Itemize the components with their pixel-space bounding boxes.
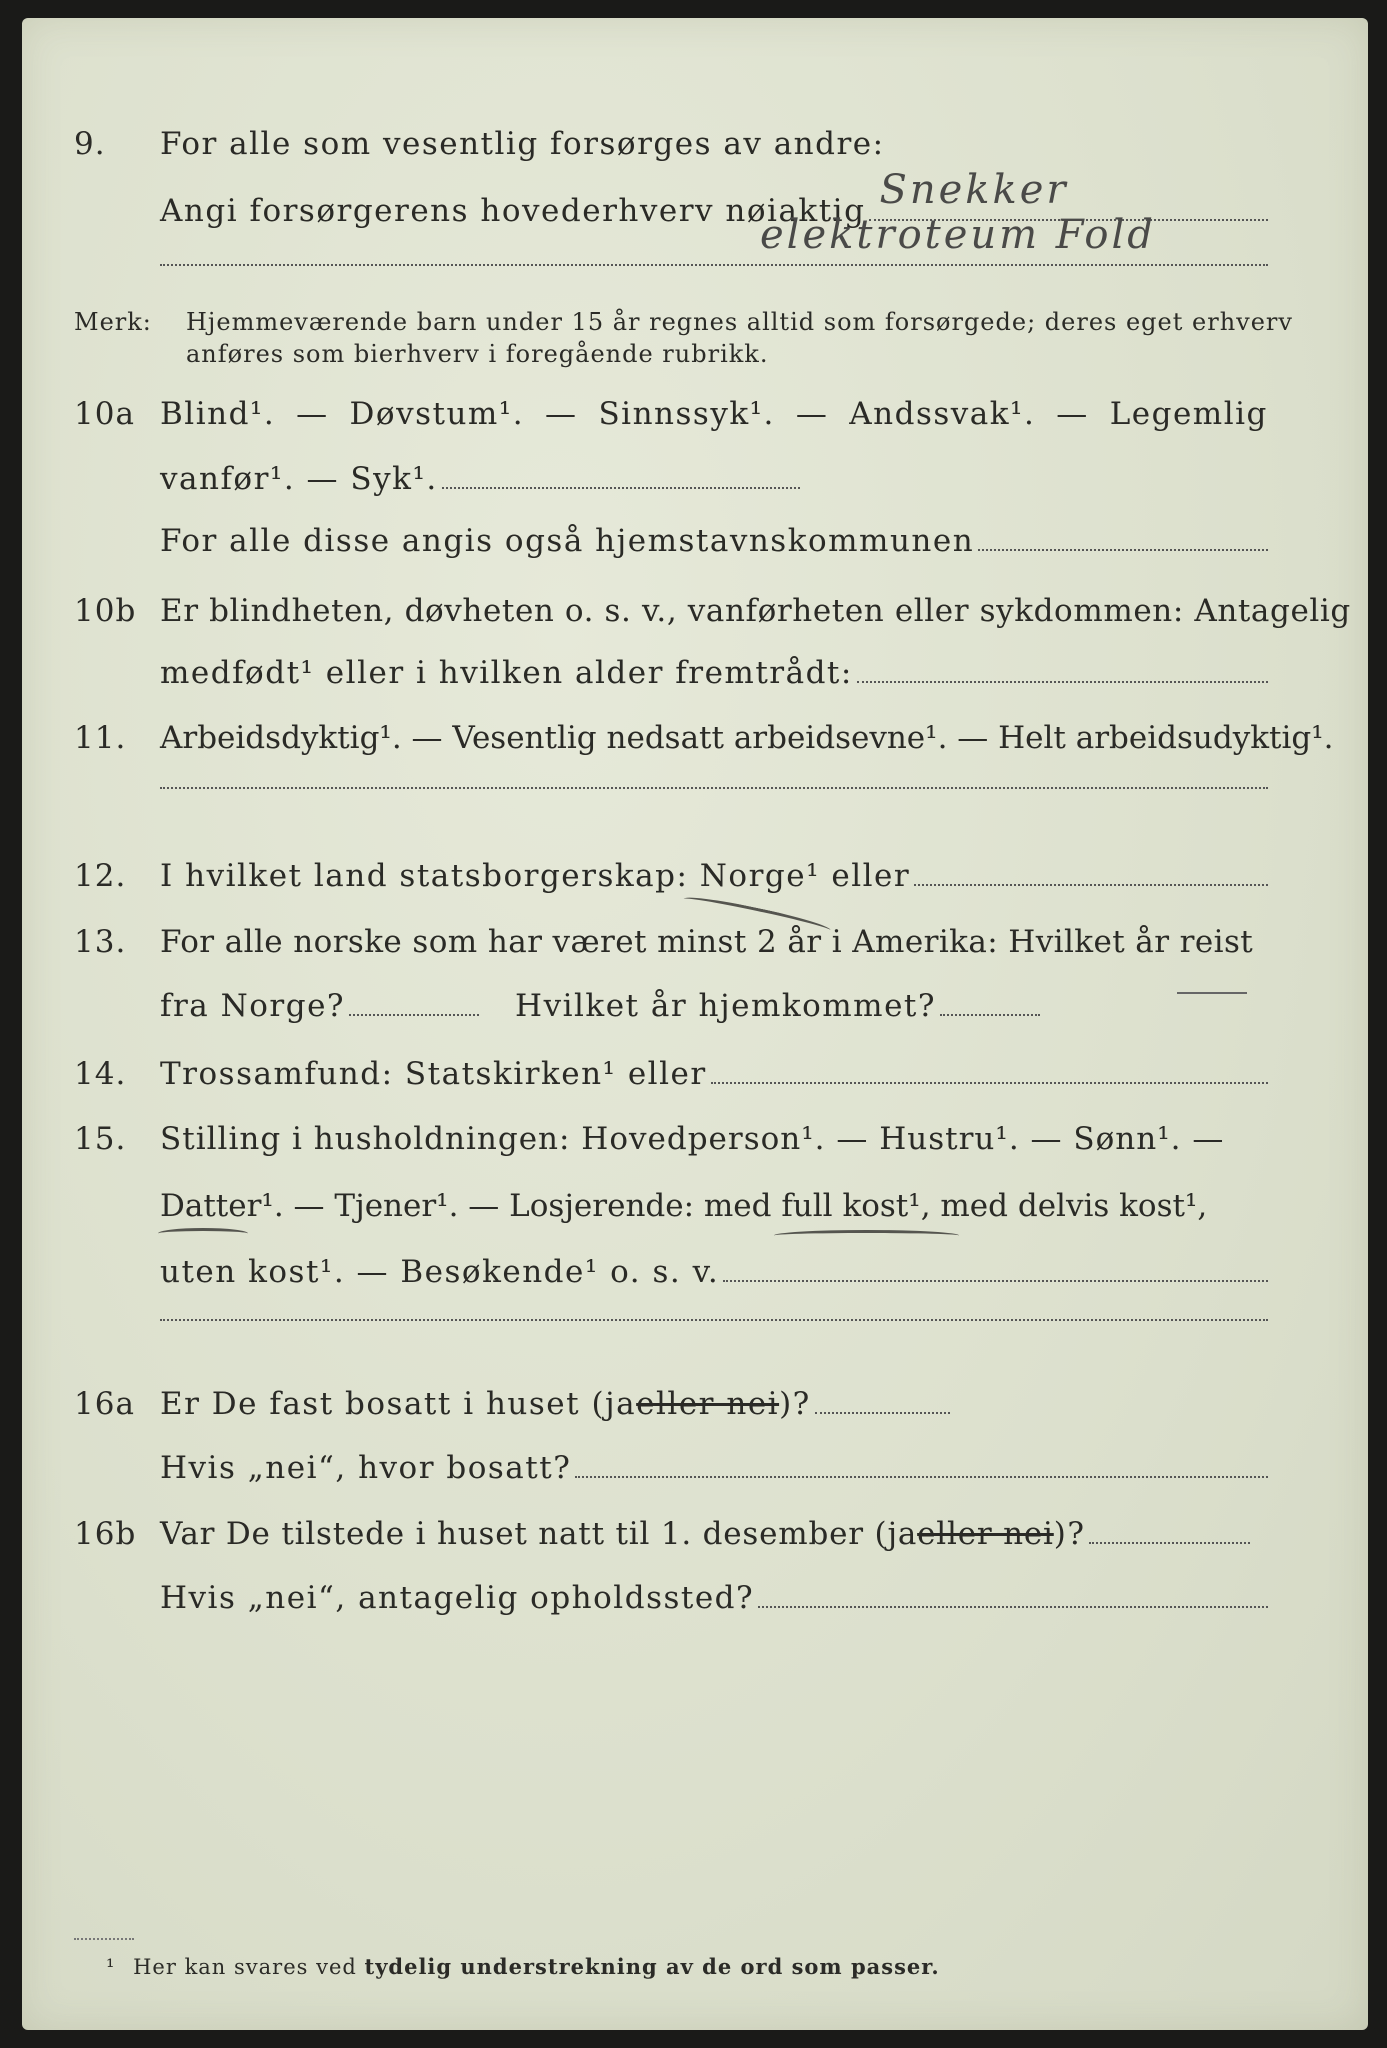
question-16b-line2: [22, 1580, 1368, 1630]
question-number: 10b: [74, 593, 137, 629]
question-10b: [22, 593, 1368, 643]
question-text: Var De tilstede i huset natt til 1. desember (ja eller nei )?: [160, 1516, 1250, 1552]
question-text: [160, 212, 1268, 274]
question-text: Angi forsørgerens hovederhverv nøiaktig Snekker: [160, 193, 1268, 229]
question-text: Er De fast bosatt i huset (ja eller nei )?: [160, 1386, 950, 1422]
note-label: Merk:: [74, 308, 152, 336]
question-text: fra Norge? Hvilket år hjemkommet?: [160, 988, 1040, 1024]
question-text: vanfør¹. — Syk¹.: [160, 461, 800, 497]
answer-field[interactable]: [815, 1411, 950, 1414]
answer-field[interactable]: [160, 786, 1268, 789]
question-text: For alle disse angis også hjemstavnskommunen: [160, 523, 1268, 559]
question-number: 12.: [74, 858, 127, 894]
question-number: 13.: [74, 924, 127, 960]
question-text: Hvis „nei“, antagelig opholdssted?: [160, 1580, 1268, 1616]
question-text: For alle norske som har været minst 2 år i Amerika: Hvilket år reist: [160, 924, 1254, 960]
question-text: Trossamfund: Statskirken¹ eller: [160, 1056, 1268, 1092]
handwritten-answer: elektroteum Fold: [760, 212, 1156, 258]
question-11: [22, 720, 1368, 770]
question-text: [160, 786, 1268, 797]
question-text: Datter¹. — Tjener¹. — Losjerende: med full kost¹, med delvis kost¹,: [160, 1188, 1208, 1224]
question-13-line2: [22, 988, 1368, 1038]
question-16b: [22, 1516, 1368, 1566]
question-number: 11.: [74, 720, 127, 756]
question-number: 14.: [74, 1056, 127, 1092]
question-text: For alle som vesentlig forsørges av andre:: [160, 126, 885, 162]
answer-field[interactable]: [914, 883, 1268, 886]
struck-option: eller nei: [917, 1516, 1054, 1552]
question-text: Blind¹. — Døvstum¹. — Sinnssyk¹. — Andssvak¹. — Legemlig: [160, 396, 1268, 432]
question-10a: [22, 396, 1368, 446]
pen-mark: [1177, 992, 1247, 994]
question-14: [22, 1056, 1368, 1106]
answer-field[interactable]: [349, 1013, 479, 1016]
question-text: Stilling i husholdningen: Hovedperson¹. — Hustru¹. — Sønn¹. —: [160, 1121, 1225, 1157]
note-text: anføres som bierhverv i foregående rubrikk.: [186, 340, 769, 368]
question-15: [22, 1121, 1368, 1171]
question-number: 9.: [74, 126, 106, 162]
answer-field[interactable]: [160, 212, 1268, 266]
question-10a-line2: [22, 461, 1368, 511]
footnote-rule: [74, 1938, 134, 1940]
question-9-line2: [22, 167, 1368, 243]
footnote: ¹ Her kan svares ved tydelig understrekning av de ord som passer.: [106, 1954, 940, 1979]
answer-field[interactable]: [575, 1475, 1268, 1478]
pen-underline-mark: [158, 1228, 248, 1239]
census-form-page: [22, 18, 1368, 2030]
question-number: 16b: [74, 1516, 137, 1552]
question-15-line3: [22, 1254, 1368, 1304]
question-9-line3: [22, 212, 1368, 313]
answer-field[interactable]: [711, 1081, 1268, 1084]
answer-field[interactable]: [723, 1279, 1268, 1282]
question-text: Arbeidsdyktig¹. — Vesentlig nedsatt arbeidsevne¹. — Helt arbeidsudyktig¹.: [160, 720, 1334, 756]
handwritten-answer: Snekker: [879, 167, 1069, 213]
question-15-line4: [22, 1318, 1368, 1368]
question-number: 10a: [74, 396, 135, 432]
question-16a-line2: [22, 1450, 1368, 1500]
question-11-line2: [22, 786, 1368, 836]
footnote-mark: ¹: [106, 1955, 116, 1979]
question-text: uten kost¹. — Besøkende¹ o. s. v.: [160, 1254, 1268, 1290]
answer-field[interactable]: [857, 680, 1268, 683]
question-9: [22, 126, 1368, 176]
question-text: medfødt¹ eller i hvilken alder fremtrådt:: [160, 655, 1268, 691]
question-13: [22, 924, 1368, 974]
question-text: Hvis „nei“, hvor bosatt?: [160, 1450, 1268, 1486]
note-text: Hjemmeværende barn under 15 år regnes alltid som forsørgede; deres eget erhverv: [186, 308, 1293, 336]
answer-field[interactable]: [940, 1013, 1040, 1016]
question-text: [160, 1318, 1268, 1329]
answer-field[interactable]: [978, 548, 1268, 551]
answer-field[interactable]: [442, 486, 800, 489]
question-10b-line2: [22, 655, 1368, 705]
question-number: 16a: [74, 1386, 135, 1422]
struck-option: eller nei: [636, 1386, 780, 1422]
question-10a-line3: [22, 523, 1368, 573]
pen-underline-mark: [774, 1230, 959, 1241]
answer-field[interactable]: [758, 1605, 1268, 1608]
question-text: I hvilket land statsborgerskap: Norge¹ eller: [160, 858, 1268, 894]
answer-field[interactable]: [160, 1318, 1268, 1321]
question-text: Er blindheten, døvheten o. s. v., vanførheten eller sykdommen: Antagelig: [160, 593, 1351, 629]
question-number: 15.: [74, 1121, 127, 1157]
answer-field[interactable]: [1089, 1541, 1250, 1544]
question-16a: [22, 1386, 1368, 1436]
